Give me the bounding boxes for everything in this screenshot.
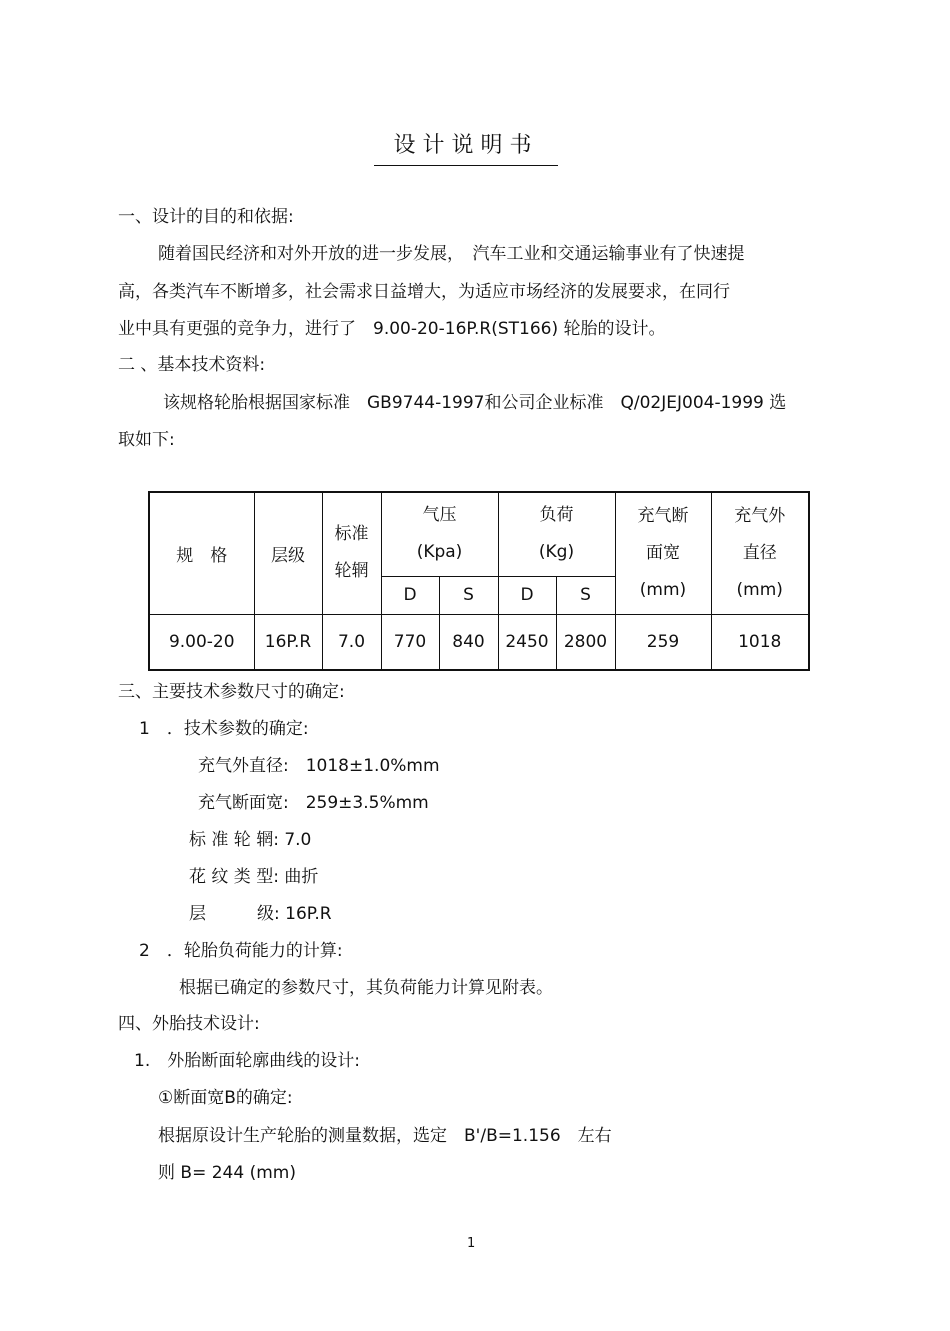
paragraph-line: 随着国民经济和对外开放的进一步发展， 汽车工业和交通运输事业有了快速提: [158, 244, 745, 264]
header-pressure-d: D: [381, 576, 439, 614]
document-title: 设计说明书: [374, 128, 558, 166]
cell-pressure-s: 840: [439, 614, 498, 670]
header-spec: 规 格: [149, 492, 254, 614]
subsection-heading: 2 ．轮胎负荷能力的计算:: [139, 941, 343, 961]
section-2-heading: 二 、基本技术资料:: [118, 355, 266, 375]
header-section-width: 充气断 面宽 (mm): [615, 492, 711, 614]
section-4-heading: 四、外胎技术设计:: [118, 1014, 260, 1034]
param-line: 花 纹 类 型: 曲折: [189, 867, 319, 887]
paragraph-line: 高，各类汽车不断增多，社会需求日益增大，为适应市场经济的发展要求，在同行: [118, 282, 730, 302]
param-line: 标 准 轮 辋: 7.0: [189, 830, 312, 850]
paragraph-line: 业中具有更强的竞争力，进行了 9.00-20-16P.R(ST166) 轮胎的设计。: [118, 319, 666, 339]
cell-load-d: 2450: [498, 614, 556, 670]
header-load: 负荷 (Kg): [498, 492, 615, 576]
spec-table: [148, 491, 810, 671]
cell-outer-diameter: 1018: [711, 614, 809, 670]
subsection-heading: 1. 外胎断面轮廓曲线的设计:: [134, 1051, 360, 1071]
subsection-heading: 1 ．技术参数的确定:: [139, 719, 309, 739]
paragraph-line: 取如下:: [118, 430, 175, 450]
header-load-d: D: [498, 576, 556, 614]
cell-load-s: 2800: [556, 614, 615, 670]
header-pressure-s: S: [439, 576, 498, 614]
param-line: 充气外直径: 1018±1.0%mm: [198, 756, 440, 776]
header-outer-diameter: 充气外 直径 (mm): [711, 492, 809, 614]
header-ply: 层级: [254, 492, 322, 614]
paragraph-line: 则 B= 244 (mm): [158, 1163, 296, 1183]
cell-ply: 16P.R: [254, 614, 322, 670]
table-row: [149, 614, 809, 670]
cell-spec: 9.00-20: [149, 614, 254, 670]
param-line: 层 级: 16P.R: [189, 904, 332, 924]
paragraph-line: 根据已确定的参数尺寸，其负荷能力计算见附表。: [179, 978, 553, 998]
cell-section-width: 259: [615, 614, 711, 670]
header-pressure: 气压 (Kpa): [381, 492, 498, 576]
section-3-heading: 三、主要技术参数尺寸的确定:: [118, 682, 345, 702]
cell-pressure-d: 770: [381, 614, 439, 670]
page-number: 1: [467, 1236, 476, 1251]
paragraph-line: 根据原设计生产轮胎的测量数据，选定 B'/B=1.156 左右: [158, 1126, 612, 1146]
section-1-heading: 一、设计的目的和依据:: [118, 207, 294, 227]
header-rim: 标准 轮辋: [322, 492, 381, 614]
paragraph-line: 该规格轮胎根据国家标准 GB9744-1997和公司企业标准 Q/02JEJ004-1999 选: [163, 393, 787, 413]
item-heading: ①断面宽B的确定:: [158, 1088, 293, 1108]
header-load-s: S: [556, 576, 615, 614]
cell-rim: 7.0: [322, 614, 381, 670]
param-line: 充气断面宽: 259±3.5%mm: [198, 793, 429, 813]
